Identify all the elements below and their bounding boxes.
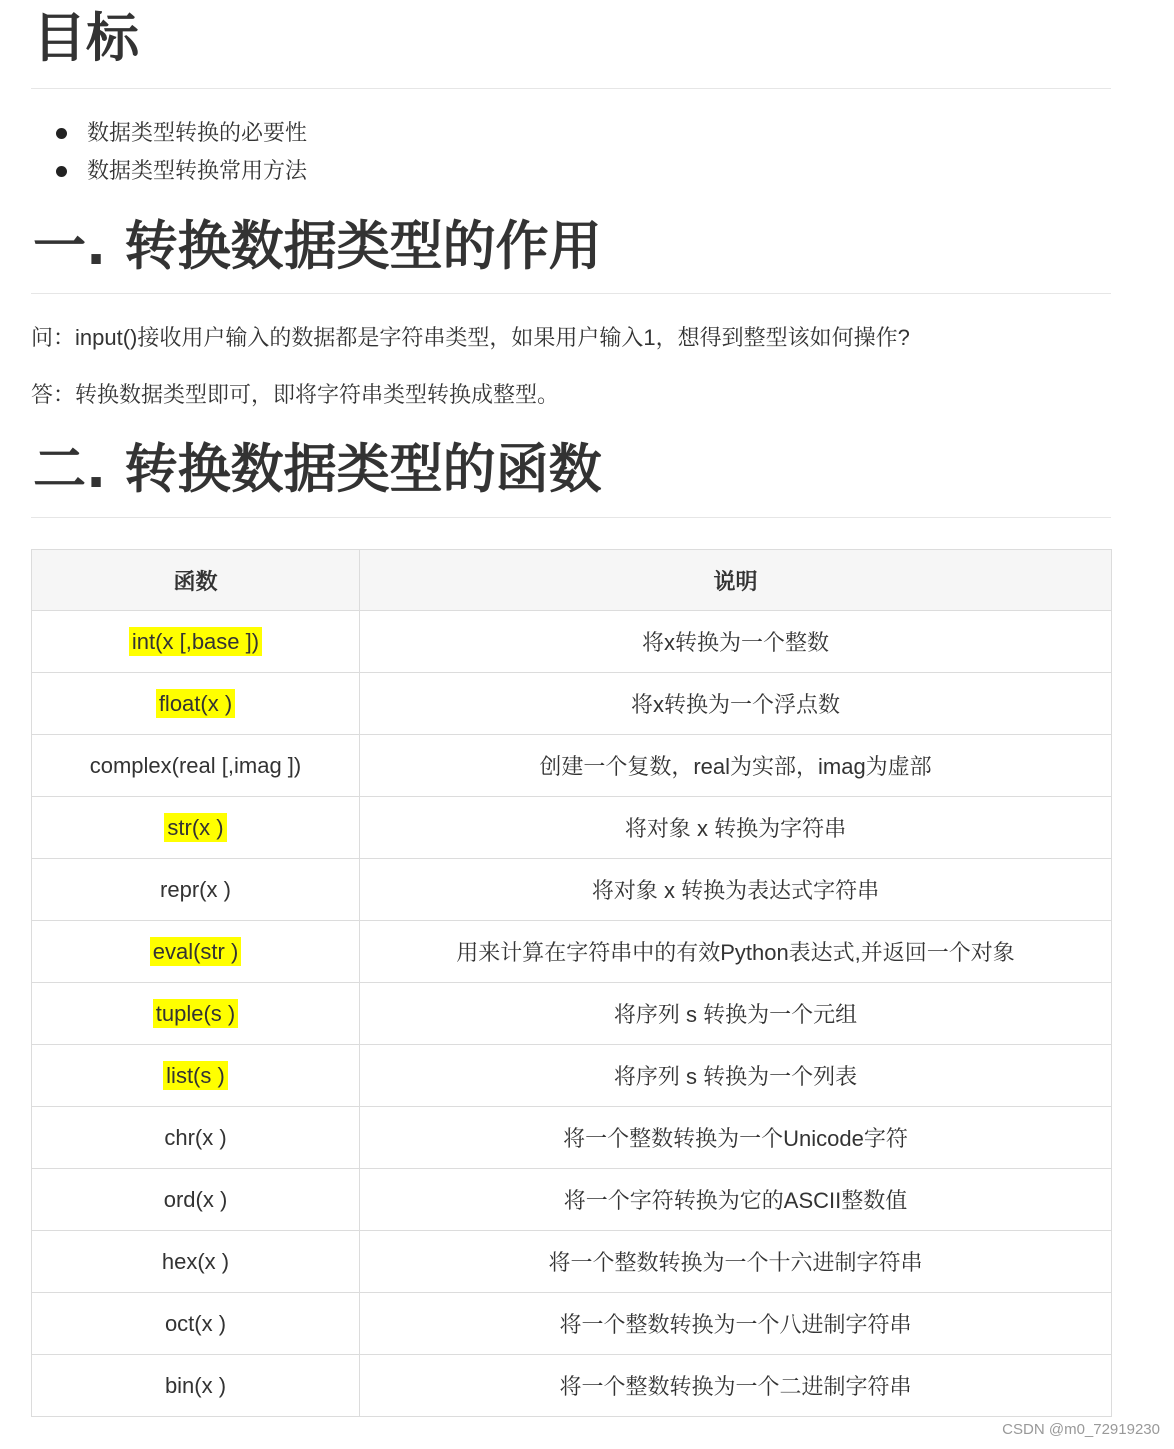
function-cell: [32, 859, 360, 921]
heading-divider: [31, 517, 1111, 518]
table-header-description: 说明: [360, 550, 1112, 611]
function-name: hex(x ): [161, 1248, 230, 1274]
conversion-functions-table: [31, 549, 1112, 1417]
function-cell: [32, 1169, 360, 1231]
description-cell: 将序列 s 转换为一个元组: [360, 983, 1112, 1045]
goal-list-item: [56, 116, 307, 154]
table-body: [32, 611, 1112, 1417]
description-cell: 将序列 s 转换为一个列表: [360, 1045, 1112, 1107]
function-name: ord(x ): [163, 1186, 228, 1212]
function-name: eval(str ): [150, 937, 242, 966]
description-cell: 将x转换为一个浮点数: [360, 673, 1112, 735]
function-cell: [32, 673, 360, 735]
table-row: [32, 1045, 1112, 1107]
function-name: str(x ): [164, 813, 226, 842]
table-row: [32, 1293, 1112, 1355]
table-header-function: 函数: [32, 550, 360, 611]
description-cell: 用来计算在字符串中的有效Python表达式,并返回一个对象: [360, 921, 1112, 983]
heading-divider: [31, 293, 1111, 294]
description-cell: 将一个整数转换为一个Unicode字符: [360, 1107, 1112, 1169]
table-row: [32, 1355, 1112, 1417]
description-cell: 将对象 x 转换为字符串: [360, 797, 1112, 859]
function-name: float(x ): [156, 689, 235, 718]
function-name: complex(real [,imag ]): [89, 752, 302, 778]
goal-item-text: 数据类型转换常用方法: [87, 158, 308, 183]
function-name: int(x [,base ]): [129, 627, 262, 656]
table-row: [32, 1231, 1112, 1293]
function-name: list(s ): [163, 1061, 228, 1090]
bullet-dot-icon: [56, 128, 67, 139]
table-row: [32, 797, 1112, 859]
heading-divider: [31, 88, 1111, 89]
function-name: chr(x ): [164, 1124, 227, 1150]
goal-list-item: [56, 154, 307, 192]
bullet-dot-icon: [56, 166, 67, 177]
function-cell: [32, 1045, 360, 1107]
description-cell: 将对象 x 转换为表达式字符串: [360, 859, 1112, 921]
heading-section-2: 二. 转换数据类型的函数: [33, 439, 602, 500]
question-paragraph: 问：input()接收用户输入的数据都是字符串类型，如果用户输入1，想得到整型该如何操作?: [31, 325, 910, 350]
description-cell: 将x转换为一个整数: [360, 611, 1112, 673]
description-cell: 将一个整数转换为一个十六进制字符串: [360, 1231, 1112, 1293]
description-cell: 将一个字符转换为它的ASCII整数值: [360, 1169, 1112, 1231]
function-cell: [32, 797, 360, 859]
description-cell: 创建一个复数，real为实部，imag为虚部: [360, 735, 1112, 797]
description-cell: 将一个整数转换为一个八进制字符串: [360, 1293, 1112, 1355]
function-cell: [32, 735, 360, 797]
table-header-row: [32, 550, 1112, 611]
function-cell: [32, 1293, 360, 1355]
function-name: oct(x ): [164, 1310, 227, 1336]
watermark: CSDN @m0_72919230: [1002, 1421, 1160, 1438]
table-row: [32, 859, 1112, 921]
function-cell: [32, 983, 360, 1045]
table-row: [32, 673, 1112, 735]
heading-goal: 目标: [33, 8, 139, 69]
function-cell: [32, 611, 360, 673]
heading-section-1: 一. 转换数据类型的作用: [33, 216, 602, 277]
function-cell: [32, 921, 360, 983]
table-row: [32, 1169, 1112, 1231]
function-cell: [32, 1355, 360, 1417]
table-row: [32, 921, 1112, 983]
table-row: [32, 1107, 1112, 1169]
table-row: [32, 611, 1112, 673]
goal-item-text: 数据类型转换的必要性: [87, 120, 308, 145]
goal-list: [56, 116, 307, 192]
description-cell: 将一个整数转换为一个二进制字符串: [360, 1355, 1112, 1417]
function-cell: [32, 1231, 360, 1293]
function-name: bin(x ): [164, 1372, 227, 1398]
answer-paragraph: 答：转换数据类型即可，即将字符串类型转换成整型。: [31, 382, 560, 407]
function-name: tuple(s ): [153, 999, 238, 1028]
table-row: [32, 735, 1112, 797]
function-name: repr(x ): [160, 876, 231, 902]
table-row: [32, 983, 1112, 1045]
function-cell: [32, 1107, 360, 1169]
